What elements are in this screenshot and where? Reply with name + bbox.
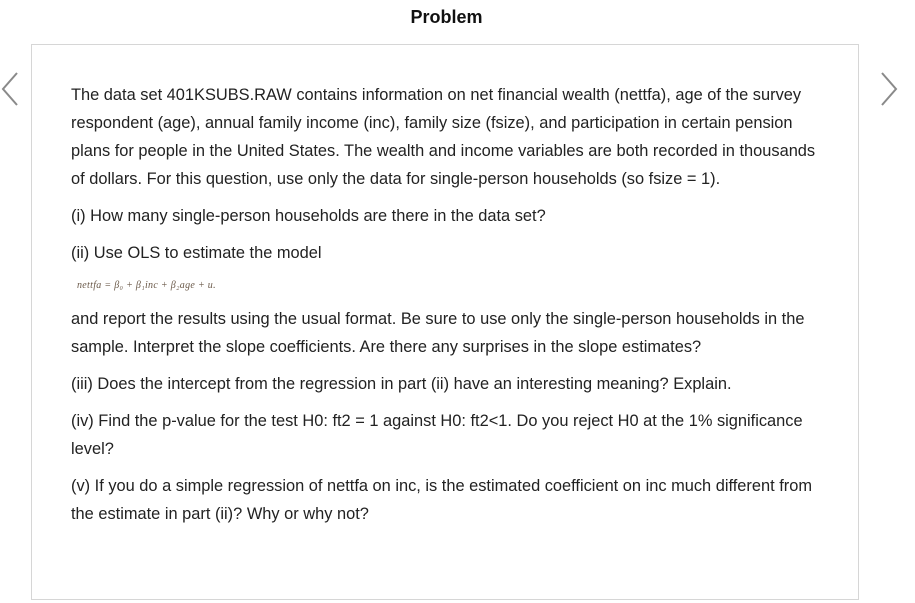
next-button[interactable]: [877, 68, 899, 110]
question-part-ii: (ii) Use OLS to estimate the model: [71, 244, 322, 262]
page-title: Problem: [410, 7, 483, 27]
question-part-ii-continued: and report the results using the usual format. Be sure to use only the single-person households in the sample. Interpret the slope coefficients. Are there any surprises in the slope estimates?: [71, 310, 805, 356]
question-part-v: (v) If you do a simple regression of nettfa on inc, is the estimated coefficient on inc much different from the estimate in part (ii)? Why or why not?: [71, 477, 812, 523]
question-part-iv: (iv) Find the p-value for the test H0: ft2 = 1 against H0: ft2<1. Do you reject H0 at the 1% significance level?: [71, 412, 803, 458]
question-part-iii: (iii) Does the intercept from the regression in part (ii) have an interesting meaning? Explain.: [71, 375, 732, 393]
problem-content: [71, 81, 831, 528]
regression-equation: nettfa = β₀ + β₁inc + β₂age + u.: [77, 280, 216, 291]
chevron-right-icon: [877, 68, 899, 110]
problem-intro: The data set 401KSUBS.RAW contains information on net financial wealth (nettfa), age of the survey respondent (age), annual family income (inc), family size (fsize), and participation in certain pension plans for people in the United States. The wealth and income variables are both recorded in thousands of dollars. For this question, use only the data for single-person households (so fsize = 1).: [71, 86, 816, 188]
previous-button[interactable]: [0, 68, 22, 110]
chevron-left-icon: [0, 68, 22, 110]
problem-card: [31, 44, 859, 600]
question-part-i: (i) How many single-person households are there in the data set?: [71, 207, 546, 225]
